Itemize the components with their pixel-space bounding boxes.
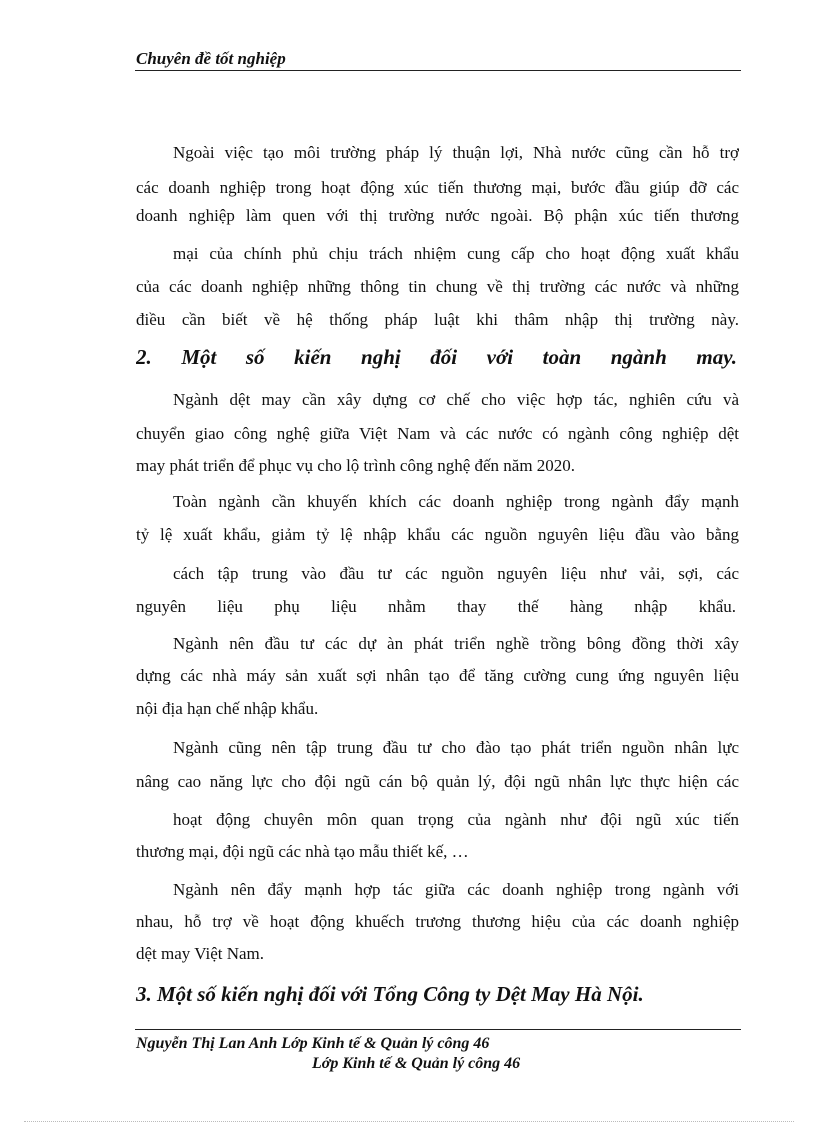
text-line: nhau, hỗ trợ về hoạt động khuếch trương thương hiệu của các doanh nghiệp xyxy=(136,912,739,931)
footer-divider xyxy=(135,1029,741,1030)
text-line: Toàn ngành cần khuyến khích các doanh nghiệp trong ngành đẩy mạnh xyxy=(173,492,739,511)
header-divider xyxy=(135,70,741,71)
text-line: điều cần biết về hệ thống pháp luật khi thâm nhập thị trường này. xyxy=(136,310,739,329)
text-line: nguyên liệu phụ liệu nhằm thay thế hàng nhập khẩu. xyxy=(136,597,736,616)
section-heading: 2. Một số kiến nghị đối với toàn ngành may. xyxy=(136,345,737,369)
text-line: Ngành cũng nên tập trung đầu tư cho đào tạo phát triển nguồn nhân lực xyxy=(173,738,739,757)
page-edge xyxy=(24,1121,794,1122)
text-line: cách tập trung vào đầu tư các nguồn nguyên liệu như vải, sợi, các xyxy=(173,564,739,583)
text-line: tỷ lệ xuất khẩu, giảm tỷ lệ nhập khẩu các nguồn nguyên liệu đầu vào bằng xyxy=(136,525,739,544)
text-line: Ngành nên đầu tư các dự àn phát triển nghề trồng bông đồng thời xây xyxy=(173,634,739,653)
section-heading: 3. Một số kiến nghị đối với Tổng Công ty Dệt May Hà Nội. xyxy=(136,982,644,1006)
text-line: Ngoài việc tạo môi trường pháp lý thuận lợi, Nhà nước cũng cần hỗ trợ xyxy=(173,143,739,162)
text-line: doanh nghiệp làm quen với thị trường nước ngoài. Bộ phận xúc tiến thương xyxy=(136,206,739,225)
text-line: chuyển giao công nghệ giữa Việt Nam và các nước có ngành công nghiệp dệt xyxy=(136,424,739,443)
text-line: nâng cao năng lực cho đội ngũ cán bộ quản lý, đội ngũ nhân lực thực hiện các xyxy=(136,772,739,791)
footer-author-line: Nguyễn Thị Lan Anh Lớp Kinh tế & Quản lý công 46 xyxy=(136,1035,490,1052)
header-title: Chuyên đề tốt nghiệp xyxy=(136,49,286,68)
text-line: dựng các nhà máy sản xuất sợi nhân tạo để tăng cường cung ứng nguyên liệu xyxy=(136,666,739,685)
text-line: mại của chính phủ chịu trách nhiệm cung cấp cho hoạt động xuất khẩu xyxy=(173,244,739,263)
text-line: Ngành nên đẩy mạnh hợp tác giữa các doanh nghiệp trong ngành với xyxy=(173,880,739,899)
text-line: hoạt động chuyên môn quan trọng của ngành như đội ngũ xúc tiến xyxy=(173,810,739,829)
text-line: dệt may Việt Nam. xyxy=(136,944,265,963)
text-line: của các doanh nghiệp những thông tin chung về thị trường các nước và những xyxy=(136,277,739,296)
text-line: thương mại, đội ngũ các nhà tạo mẫu thiết kế, … xyxy=(136,842,469,861)
text-line: nội địa hạn chế nhập khẩu. xyxy=(136,699,319,718)
text-line: Ngành dệt may cần xây dựng cơ chế cho việc hợp tác, nghiên cứu và xyxy=(173,390,739,409)
text-line: may phát triển để phục vụ cho lộ trình công nghệ đến năm 2020. xyxy=(136,456,576,475)
footer-class-line: Lớp Kinh tế & Quản lý công 46 xyxy=(312,1055,521,1072)
text-line: các doanh nghiệp trong hoạt động xúc tiến thương mại, bước đầu giúp đỡ các xyxy=(136,178,739,197)
